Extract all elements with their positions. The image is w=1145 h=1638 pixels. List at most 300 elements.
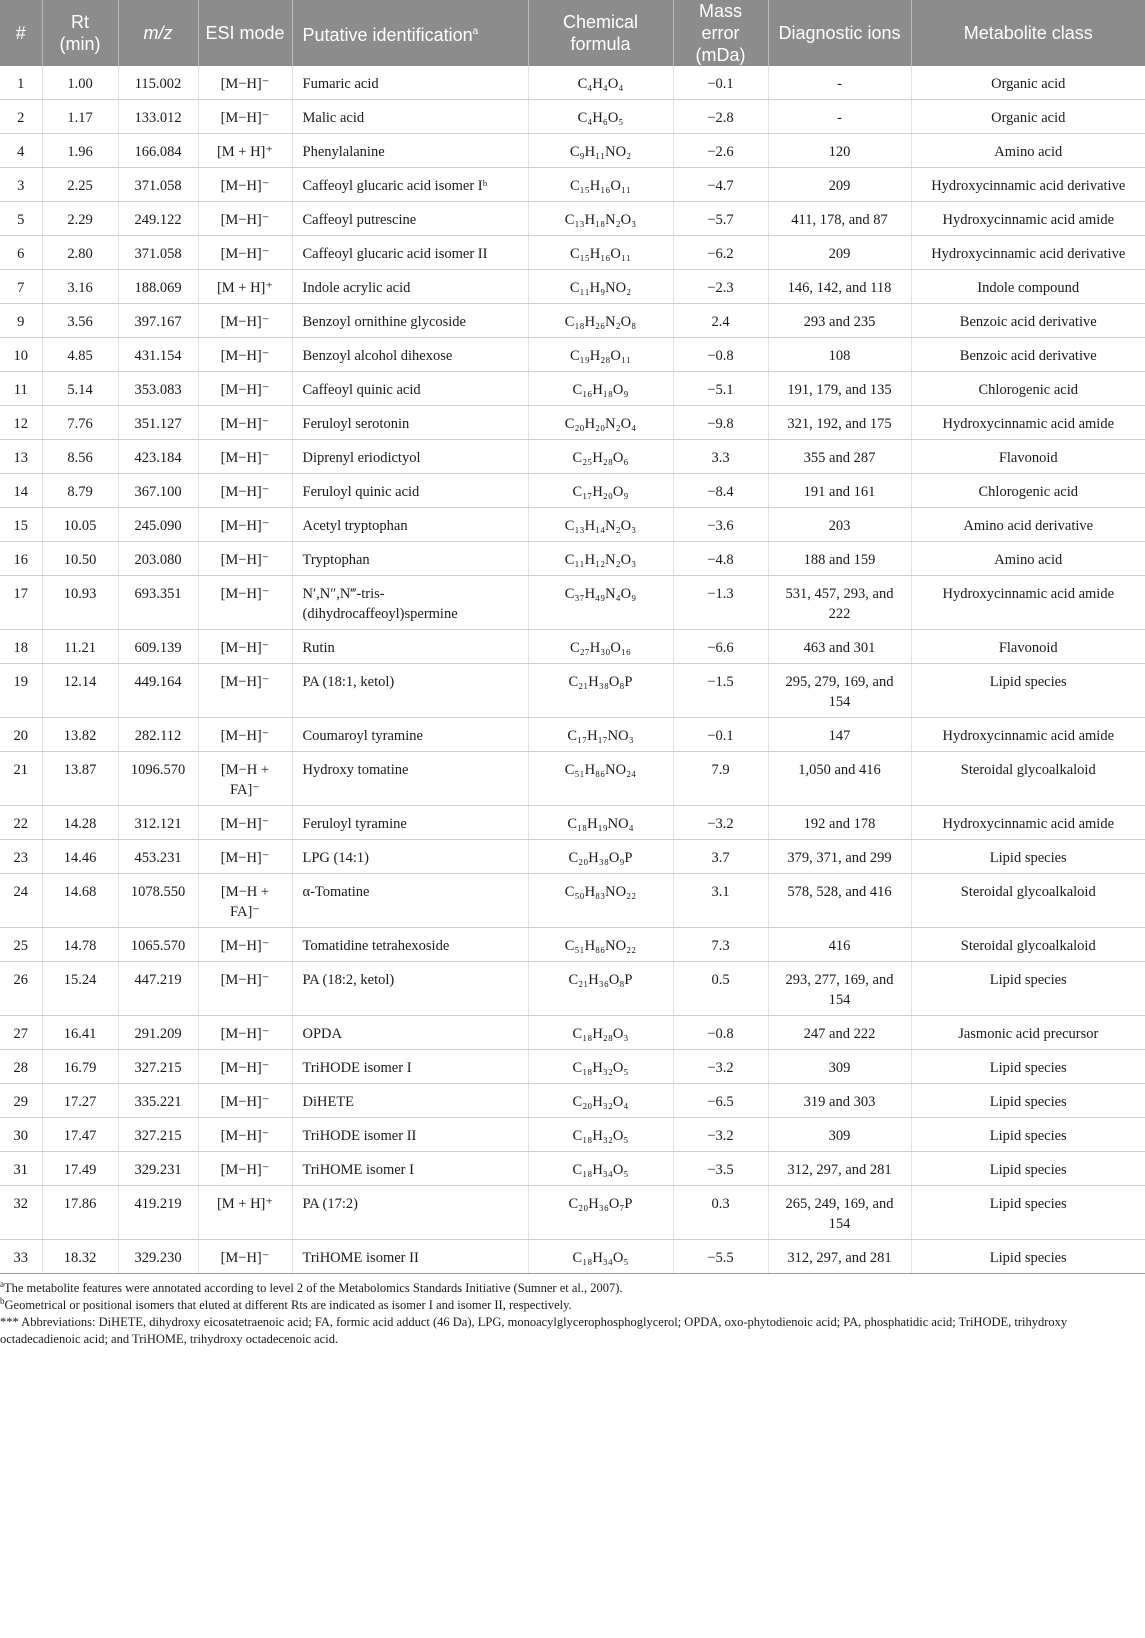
cell-formula: C₁₇H₁₇NO₃	[528, 718, 673, 752]
cell-rt: 12.14	[42, 664, 118, 718]
cell-esi-mode: [M−H]⁻	[198, 718, 292, 752]
cell-number: 1	[0, 66, 42, 100]
cell-mass-error: −3.6	[673, 508, 768, 542]
table-row	[0, 752, 1145, 806]
cell-diagnostic-ions: 146, 142, and 118	[768, 270, 911, 304]
cell-number: 32	[0, 1186, 42, 1240]
cell-formula: C₅₁H₈₆NO₂₄	[528, 752, 673, 806]
cell-metabolite-class: Hydroxycinnamic acid amide	[911, 718, 1145, 752]
cell-rt: 3.16	[42, 270, 118, 304]
cell-formula: C₃₇H₄₉N₄O₉	[528, 576, 673, 630]
cell-metabolite-class: Amino acid	[911, 542, 1145, 576]
cell-metabolite-class: Hydroxycinnamic acid amide	[911, 576, 1145, 630]
cell-mass-error: −4.8	[673, 542, 768, 576]
cell-mass-error: −2.6	[673, 134, 768, 168]
cell-number: 27	[0, 1016, 42, 1050]
cell-rt: 14.46	[42, 840, 118, 874]
cell-number: 19	[0, 664, 42, 718]
cell-identification: TriHODE isomer II	[292, 1118, 528, 1152]
table-row	[0, 664, 1145, 718]
table-row	[0, 718, 1145, 752]
table-row	[0, 1016, 1145, 1050]
cell-number: 12	[0, 406, 42, 440]
table-row	[0, 100, 1145, 134]
cell-esi-mode: [M−H]⁻	[198, 630, 292, 664]
cell-esi-mode: [M−H]⁻	[198, 236, 292, 270]
cell-number: 15	[0, 508, 42, 542]
cell-mass-error: −0.1	[673, 718, 768, 752]
footnote-b	[0, 1297, 1145, 1314]
cell-identification: Caffeoyl glucaric acid isomer Iᵇ	[292, 168, 528, 202]
cell-rt: 8.56	[42, 440, 118, 474]
cell-formula: C₁₈H₁₉NO₄	[528, 806, 673, 840]
cell-esi-mode: [M + H]⁺	[198, 1186, 292, 1240]
cell-metabolite-class: Lipid species	[911, 1152, 1145, 1186]
header-rt: Rt (min)	[42, 0, 118, 66]
cell-mz: 371.058	[118, 236, 198, 270]
cell-metabolite-class: Hydroxycinnamic acid amide	[911, 806, 1145, 840]
cell-esi-mode: [M−H]⁻	[198, 372, 292, 406]
cell-esi-mode: [M−H]⁻	[198, 806, 292, 840]
cell-formula: C₂₁H₃₈O₈P	[528, 664, 673, 718]
cell-mz: 431.154	[118, 338, 198, 372]
header-formula: Chemical formula	[528, 0, 673, 66]
table-row	[0, 304, 1145, 338]
cell-rt: 10.93	[42, 576, 118, 630]
cell-mass-error: −8.4	[673, 474, 768, 508]
cell-diagnostic-ions: 416	[768, 928, 911, 962]
footnote-b-text: Geometrical or positional isomers that eluted at different Rts are indicated as isomer I and isomer II, respectively.	[4, 1298, 572, 1312]
cell-metabolite-class: Steroidal glycoalkaloid	[911, 928, 1145, 962]
cell-metabolite-class: Amino acid derivative	[911, 508, 1145, 542]
cell-rt: 1.96	[42, 134, 118, 168]
cell-rt: 14.78	[42, 928, 118, 962]
cell-mz: 371.058	[118, 168, 198, 202]
cell-metabolite-class: Lipid species	[911, 962, 1145, 1016]
table-row	[0, 1240, 1145, 1274]
cell-esi-mode: [M−H + FA]⁻	[198, 752, 292, 806]
cell-metabolite-class: Steroidal glycoalkaloid	[911, 874, 1145, 928]
cell-identification: DiHETE	[292, 1084, 528, 1118]
table-row	[0, 1084, 1145, 1118]
cell-number: 31	[0, 1152, 42, 1186]
header-mz	[118, 0, 198, 66]
table-row	[0, 1118, 1145, 1152]
cell-formula: C₁₈H₃₂O₅	[528, 1118, 673, 1152]
cell-mass-error: 2.4	[673, 304, 768, 338]
cell-metabolite-class: Chlorogenic acid	[911, 372, 1145, 406]
cell-diagnostic-ions: 247 and 222	[768, 1016, 911, 1050]
table-row	[0, 440, 1145, 474]
cell-rt: 16.41	[42, 1016, 118, 1050]
cell-mass-error: −0.1	[673, 66, 768, 100]
cell-diagnostic-ions: 188 and 159	[768, 542, 911, 576]
cell-number: 22	[0, 806, 42, 840]
cell-identification: Hydroxy tomatine	[292, 752, 528, 806]
cell-mz: 353.083	[118, 372, 198, 406]
cell-esi-mode: [M−H]⁻	[198, 840, 292, 874]
table-row	[0, 542, 1145, 576]
table-row	[0, 168, 1145, 202]
table-row	[0, 962, 1145, 1016]
cell-metabolite-class: Chlorogenic acid	[911, 474, 1145, 508]
cell-diagnostic-ions: -	[768, 66, 911, 100]
cell-esi-mode: [M−H]⁻	[198, 664, 292, 718]
cell-mass-error: −2.8	[673, 100, 768, 134]
cell-formula: C₂₀H₃₆O₇P	[528, 1186, 673, 1240]
cell-diagnostic-ions: 293 and 235	[768, 304, 911, 338]
cell-formula: C₂₀H₃₂O₄	[528, 1084, 673, 1118]
cell-mass-error: −1.5	[673, 664, 768, 718]
header-metabolite-class: Metabolite class	[911, 0, 1145, 66]
cell-mz: 327.215	[118, 1050, 198, 1084]
cell-diagnostic-ions: 319 and 303	[768, 1084, 911, 1118]
cell-metabolite-class: Indole compound	[911, 270, 1145, 304]
cell-formula: C₅₀H₈₃NO₂₂	[528, 874, 673, 928]
cell-number: 16	[0, 542, 42, 576]
cell-mass-error: −0.8	[673, 1016, 768, 1050]
cell-esi-mode: [M−H]⁻	[198, 406, 292, 440]
table-row	[0, 630, 1145, 664]
cell-metabolite-class: Lipid species	[911, 664, 1145, 718]
cell-esi-mode: [M−H]⁻	[198, 304, 292, 338]
cell-rt: 17.86	[42, 1186, 118, 1240]
cell-rt: 17.49	[42, 1152, 118, 1186]
cell-diagnostic-ions: -	[768, 100, 911, 134]
cell-formula: C₁₈H₃₄O₅	[528, 1152, 673, 1186]
cell-identification: Feruloyl serotonin	[292, 406, 528, 440]
cell-rt: 5.14	[42, 372, 118, 406]
footnote-abbreviations: *** Abbreviations: DiHETE, dihydroxy eicosatetraenoic acid; FA, formic acid adduct (46 Da), LPG, monoacylglycerophosphoglycerol; OPDA, oxo-phytodienoic acid; PA, phosphatidic acid; TriHODE, trihydroxy octadecadienoic acid; and TriHOME, trihydroxy octadecenoic acid.	[0, 1315, 1068, 1346]
cell-diagnostic-ions: 309	[768, 1118, 911, 1152]
cell-esi-mode: [M−H]⁻	[198, 928, 292, 962]
cell-number: 7	[0, 270, 42, 304]
cell-diagnostic-ions: 295, 279, 169, and 154	[768, 664, 911, 718]
cell-mz: 335.221	[118, 1084, 198, 1118]
cell-formula: C₁₈H₃₂O₅	[528, 1050, 673, 1084]
cell-mz: 166.084	[118, 134, 198, 168]
cell-identification: Phenylalanine	[292, 134, 528, 168]
cell-esi-mode: [M−H]⁻	[198, 1016, 292, 1050]
cell-mass-error: −4.7	[673, 168, 768, 202]
cell-mz: 133.012	[118, 100, 198, 134]
cell-identification: LPG (14:1)	[292, 840, 528, 874]
cell-esi-mode: [M−H]⁻	[198, 576, 292, 630]
cell-metabolite-class: Organic acid	[911, 100, 1145, 134]
cell-diagnostic-ions: 120	[768, 134, 911, 168]
cell-mass-error: −3.5	[673, 1152, 768, 1186]
table-row	[0, 236, 1145, 270]
cell-number: 29	[0, 1084, 42, 1118]
cell-number: 5	[0, 202, 42, 236]
cell-identification: α-Tomatine	[292, 874, 528, 928]
cell-rt: 17.27	[42, 1084, 118, 1118]
cell-diagnostic-ions: 379, 371, and 299	[768, 840, 911, 874]
cell-mass-error: −0.8	[673, 338, 768, 372]
cell-number: 4	[0, 134, 42, 168]
table-row	[0, 928, 1145, 962]
cell-identification: Indole acrylic acid	[292, 270, 528, 304]
table-row	[0, 134, 1145, 168]
table-body	[0, 66, 1145, 1274]
cell-mz: 312.121	[118, 806, 198, 840]
cell-mz: 693.351	[118, 576, 198, 630]
cell-mz: 203.080	[118, 542, 198, 576]
header-diagnostic-ions: Diagnostic ions	[768, 0, 911, 66]
cell-identification: Benzoyl ornithine glycoside	[292, 304, 528, 338]
cell-identification: Diprenyl eriodictyol	[292, 440, 528, 474]
cell-number: 20	[0, 718, 42, 752]
cell-number: 30	[0, 1118, 42, 1152]
cell-rt: 1.00	[42, 66, 118, 100]
cell-esi-mode: [M−H]⁻	[198, 1240, 292, 1274]
cell-rt: 13.87	[42, 752, 118, 806]
cell-number: 23	[0, 840, 42, 874]
cell-mz: 609.139	[118, 630, 198, 664]
cell-mass-error: −5.1	[673, 372, 768, 406]
cell-rt: 10.50	[42, 542, 118, 576]
cell-esi-mode: [M + H]⁺	[198, 134, 292, 168]
cell-metabolite-class: Lipid species	[911, 1050, 1145, 1084]
cell-esi-mode: [M−H]⁻	[198, 66, 292, 100]
table-row	[0, 508, 1145, 542]
cell-identification: N′,N″,N‴-tris-(dihydrocaffeoyl)spermine	[292, 576, 528, 630]
table-row	[0, 1152, 1145, 1186]
cell-formula: C₁₁H₁₂N₂O₃	[528, 542, 673, 576]
cell-rt: 13.82	[42, 718, 118, 752]
cell-diagnostic-ions: 531, 457, 293, and 222	[768, 576, 911, 630]
cell-diagnostic-ions: 191, 179, and 135	[768, 372, 911, 406]
cell-identification: PA (17:2)	[292, 1186, 528, 1240]
cell-identification: TriHODE isomer I	[292, 1050, 528, 1084]
cell-mz: 351.127	[118, 406, 198, 440]
table-header	[0, 0, 1145, 66]
footnote-a	[0, 1280, 1145, 1297]
cell-rt: 18.32	[42, 1240, 118, 1274]
cell-mass-error: −9.8	[673, 406, 768, 440]
cell-metabolite-class: Organic acid	[911, 66, 1145, 100]
header-mz-label: m/z	[143, 23, 173, 43]
header-row	[0, 0, 1145, 66]
cell-mz: 419.219	[118, 1186, 198, 1240]
cell-metabolite-class: Hydroxycinnamic acid amide	[911, 406, 1145, 440]
cell-mass-error: −6.2	[673, 236, 768, 270]
cell-rt: 16.79	[42, 1050, 118, 1084]
cell-number: 26	[0, 962, 42, 1016]
cell-identification: PA (18:1, ketol)	[292, 664, 528, 718]
cell-metabolite-class: Lipid species	[911, 1240, 1145, 1274]
table-row	[0, 66, 1145, 100]
cell-metabolite-class: Flavonoid	[911, 440, 1145, 474]
cell-formula: C₁₃H₁₈N₂O₃	[528, 202, 673, 236]
footnote-b-mark: b	[0, 1295, 5, 1306]
cell-rt: 4.85	[42, 338, 118, 372]
cell-diagnostic-ions: 192 and 178	[768, 806, 911, 840]
cell-esi-mode: [M−H]⁻	[198, 440, 292, 474]
cell-formula: C₁₈H₂₆N₂O₈	[528, 304, 673, 338]
cell-mz: 291.209	[118, 1016, 198, 1050]
cell-mz: 245.090	[118, 508, 198, 542]
cell-diagnostic-ions: 147	[768, 718, 911, 752]
cell-diagnostic-ions: 578, 528, and 416	[768, 874, 911, 928]
cell-mz: 329.230	[118, 1240, 198, 1274]
cell-esi-mode: [M−H]⁻	[198, 100, 292, 134]
table-row	[0, 202, 1145, 236]
cell-esi-mode: [M−H]⁻	[198, 1084, 292, 1118]
cell-mass-error: −6.5	[673, 1084, 768, 1118]
cell-number: 9	[0, 304, 42, 338]
cell-rt: 14.68	[42, 874, 118, 928]
cell-identification: Rutin	[292, 630, 528, 664]
cell-identification: Caffeoyl quinic acid	[292, 372, 528, 406]
cell-metabolite-class: Steroidal glycoalkaloid	[911, 752, 1145, 806]
cell-metabolite-class: Lipid species	[911, 840, 1145, 874]
cell-formula: C₁₅H₁₆O₁₁	[528, 168, 673, 202]
cell-mass-error: −3.2	[673, 806, 768, 840]
cell-mz: 423.184	[118, 440, 198, 474]
cell-metabolite-class: Hydroxycinnamic acid derivative	[911, 236, 1145, 270]
cell-esi-mode: [M−H]⁻	[198, 962, 292, 1016]
cell-identification: Fumaric acid	[292, 66, 528, 100]
cell-identification: Malic acid	[292, 100, 528, 134]
cell-mass-error: −3.2	[673, 1050, 768, 1084]
cell-mass-error: 7.3	[673, 928, 768, 962]
cell-formula: C₁₆H₁₈O₉	[528, 372, 673, 406]
cell-number: 21	[0, 752, 42, 806]
cell-formula: C₂₀H₂₀N₂O₄	[528, 406, 673, 440]
cell-esi-mode: [M−H]⁻	[198, 1050, 292, 1084]
cell-mass-error: 3.3	[673, 440, 768, 474]
header-number: #	[0, 0, 42, 66]
cell-mz: 249.122	[118, 202, 198, 236]
cell-esi-mode: [M−H]⁻	[198, 202, 292, 236]
cell-metabolite-class: Jasmonic acid precursor	[911, 1016, 1145, 1050]
cell-formula: C₂₅H₂₈O₆	[528, 440, 673, 474]
table-row	[0, 270, 1145, 304]
cell-metabolite-class: Hydroxycinnamic acid amide	[911, 202, 1145, 236]
cell-rt: 2.25	[42, 168, 118, 202]
table-row	[0, 1050, 1145, 1084]
table-row	[0, 1186, 1145, 1240]
cell-formula: C₂₇H₃₀O₁₆	[528, 630, 673, 664]
cell-metabolite-class: Hydroxycinnamic acid derivative	[911, 168, 1145, 202]
cell-identification: Feruloyl tyramine	[292, 806, 528, 840]
cell-formula: C₅₁H₈₆NO₂₂	[528, 928, 673, 962]
cell-diagnostic-ions: 191 and 161	[768, 474, 911, 508]
cell-rt: 14.28	[42, 806, 118, 840]
cell-mz: 449.164	[118, 664, 198, 718]
cell-number: 3	[0, 168, 42, 202]
cell-mass-error: 3.1	[673, 874, 768, 928]
cell-mz: 188.069	[118, 270, 198, 304]
cell-mz: 1065.570	[118, 928, 198, 962]
table-row	[0, 338, 1145, 372]
cell-formula: C₁₅H₁₆O₁₁	[528, 236, 673, 270]
cell-rt: 8.79	[42, 474, 118, 508]
cell-mz: 282.112	[118, 718, 198, 752]
cell-metabolite-class: Flavonoid	[911, 630, 1145, 664]
cell-rt: 17.47	[42, 1118, 118, 1152]
cell-formula: C₁₈H₂₈O₃	[528, 1016, 673, 1050]
cell-mz: 397.167	[118, 304, 198, 338]
cell-mz: 329.231	[118, 1152, 198, 1186]
cell-esi-mode: [M−H]⁻	[198, 542, 292, 576]
cell-mz: 1096.570	[118, 752, 198, 806]
cell-identification: PA (18:2, ketol)	[292, 962, 528, 1016]
header-esi-mode: ESI mode	[198, 0, 292, 66]
cell-metabolite-class: Benzoic acid derivative	[911, 338, 1145, 372]
cell-diagnostic-ions: 1,050 and 416	[768, 752, 911, 806]
cell-formula: C₄H₆O₅	[528, 100, 673, 134]
cell-formula: C₁₃H₁₄N₂O₃	[528, 508, 673, 542]
cell-number: 24	[0, 874, 42, 928]
cell-diagnostic-ions: 321, 192, and 175	[768, 406, 911, 440]
cell-number: 28	[0, 1050, 42, 1084]
cell-metabolite-class: Lipid species	[911, 1084, 1145, 1118]
cell-formula: C₉H₁₁NO₂	[528, 134, 673, 168]
cell-number: 13	[0, 440, 42, 474]
cell-number: 33	[0, 1240, 42, 1274]
table-row	[0, 406, 1145, 440]
cell-mass-error: −3.2	[673, 1118, 768, 1152]
cell-number: 6	[0, 236, 42, 270]
cell-rt: 3.56	[42, 304, 118, 338]
cell-esi-mode: [M−H]⁻	[198, 1152, 292, 1186]
table-row	[0, 840, 1145, 874]
cell-mass-error: −6.6	[673, 630, 768, 664]
cell-metabolite-class: Lipid species	[911, 1186, 1145, 1240]
cell-identification: TriHOME isomer II	[292, 1240, 528, 1274]
cell-identification: Feruloyl quinic acid	[292, 474, 528, 508]
cell-diagnostic-ions: 463 and 301	[768, 630, 911, 664]
cell-number: 14	[0, 474, 42, 508]
cell-mz: 367.100	[118, 474, 198, 508]
cell-mass-error: −2.3	[673, 270, 768, 304]
cell-mass-error: −5.7	[673, 202, 768, 236]
cell-diagnostic-ions: 203	[768, 508, 911, 542]
cell-identification: TriHOME isomer I	[292, 1152, 528, 1186]
cell-rt: 7.76	[42, 406, 118, 440]
cell-mz: 453.231	[118, 840, 198, 874]
cell-esi-mode: [M−H]⁻	[198, 338, 292, 372]
cell-diagnostic-ions: 309	[768, 1050, 911, 1084]
cell-esi-mode: [M−H]⁻	[198, 474, 292, 508]
footnotes	[0, 1274, 1145, 1348]
cell-identification: Benzoyl alcohol dihexose	[292, 338, 528, 372]
cell-formula: C₁₇H₂₀O₉	[528, 474, 673, 508]
cell-metabolite-class: Lipid species	[911, 1118, 1145, 1152]
cell-formula: C₁₉H₂₈O₁₁	[528, 338, 673, 372]
cell-metabolite-class: Amino acid	[911, 134, 1145, 168]
cell-diagnostic-ions: 265, 249, 169, and 154	[768, 1186, 911, 1240]
cell-mz: 327.215	[118, 1118, 198, 1152]
footnote-a-text: The metabolite features were annotated according to level 2 of the Metabolomics Standards Initiative (Sumner et al., 2007).	[4, 1281, 623, 1295]
cell-esi-mode: [M−H + FA]⁻	[198, 874, 292, 928]
cell-rt: 10.05	[42, 508, 118, 542]
cell-esi-mode: [M−H]⁻	[198, 1118, 292, 1152]
cell-mass-error: 7.9	[673, 752, 768, 806]
cell-diagnostic-ions: 293, 277, 169, and 154	[768, 962, 911, 1016]
cell-identification: Caffeoyl glucaric acid isomer II	[292, 236, 528, 270]
cell-rt: 11.21	[42, 630, 118, 664]
cell-identification: OPDA	[292, 1016, 528, 1050]
header-mass-error: Mass error (mDa)	[673, 0, 768, 66]
cell-rt: 15.24	[42, 962, 118, 1016]
cell-formula: C₂₁H₃₆O₈P	[528, 962, 673, 1016]
cell-esi-mode: [M + H]⁺	[198, 270, 292, 304]
cell-diagnostic-ions: 209	[768, 236, 911, 270]
cell-mass-error: 0.5	[673, 962, 768, 1016]
